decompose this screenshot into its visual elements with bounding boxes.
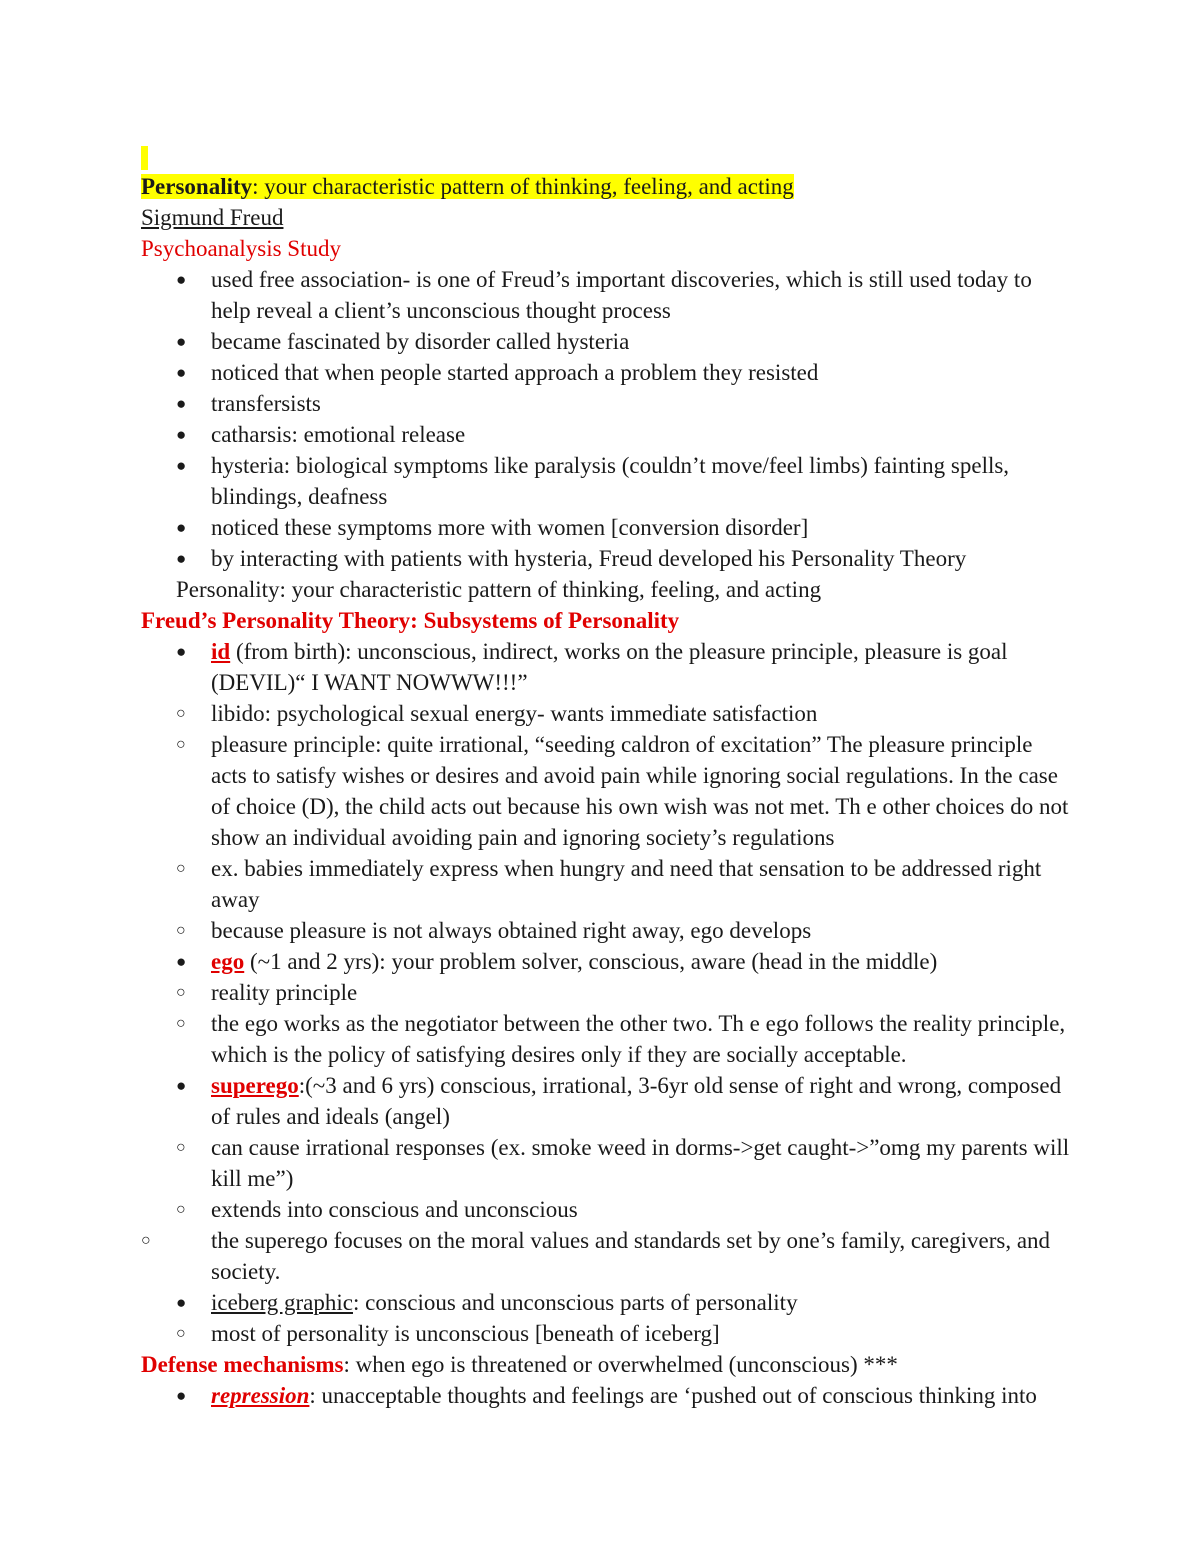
- heading-term: Personality: [141, 174, 253, 199]
- ego-term: ego: [211, 949, 245, 974]
- sub-item: ○ ex. babies immediately express when hungry and need that sensation to be addressed right away: [176, 856, 1042, 912]
- list-item: ● by interacting with patients with hysteria, Freud developed his Personality Theory: [176, 546, 967, 571]
- list-item: ● noticed these symptoms more with women [conversion disorder]: [176, 515, 809, 540]
- defense-line: Defense mechanisms: when ego is threatened or overwhelmed (unconscious) ***: [141, 1352, 898, 1377]
- sub-item: ○ most of personality is unconscious [beneath of iceberg]: [176, 1321, 720, 1346]
- list-item: ● hysteria: biological symptoms like paralysis (couldn’t move/feel limbs) fainting spells, blindings, deafness: [176, 453, 1010, 509]
- list-item-superego: ● superego:(~3 and 6 yrs) conscious, irrational, 3-6yr old sense of right and wrong, composed of rules and ideals (angel): [176, 1073, 1062, 1129]
- list-item-iceberg: ● iceberg graphic: conscious and unconscious parts of personality: [176, 1290, 798, 1315]
- theory-title: Freud’s Personality Theory: Subsystems of Personality: [141, 608, 680, 633]
- list-item-repression: ● repression: unacceptable thoughts and feelings are ‘pushed out of conscious thinking into: [176, 1383, 1037, 1408]
- list-item: ● noticed that when people started approach a problem they resisted: [176, 360, 819, 385]
- study-title: Psychoanalysis Study: [141, 236, 341, 261]
- list-item-id: ● id (from birth): unconscious, indirect, works on the pleasure principle, pleasure is goal (DEVIL)“ I WANT NOWWW!!!”: [176, 639, 1008, 695]
- study-list: [141, 264, 1071, 605]
- sub-item: ○ extends into conscious and unconscious: [176, 1197, 578, 1222]
- heading-definition: : your characteristic pattern of thinking, feeling, and acting: [252, 174, 794, 199]
- sub-item: ○ reality principle: [176, 980, 358, 1005]
- id-term: id: [211, 639, 231, 664]
- document-body: [141, 140, 1071, 1411]
- defense-title: Defense mechanisms: [141, 1352, 344, 1377]
- sub-item: ○ can cause irrational responses (ex. smoke weed in dorms->get caught->”omg my parents will kill me”): [176, 1135, 1070, 1191]
- highlight-mark: [141, 146, 148, 170]
- theory-list: [141, 636, 1071, 1349]
- personality-repeat: Personality: your characteristic pattern of thinking, feeling, and acting: [176, 577, 822, 602]
- list-item: ● transfersists: [176, 391, 321, 416]
- sub-item: ○ the ego works as the negotiator between the other two. Th e ego follows the reality principle, which is the policy of satisfying desires only if they are socially acceptable.: [176, 1011, 1066, 1067]
- list-item-ego: ● ego (~1 and 2 yrs): your problem solver, conscious, aware (head in the middle): [176, 949, 938, 974]
- repression-term: repression: [211, 1383, 310, 1408]
- person-name: Sigmund Freud: [141, 205, 284, 230]
- list-item: ● used free association- is one of Freud’s important discoveries, which is still used today to help reveal a client’s unconscious thought process: [176, 267, 1032, 323]
- list-item: ● became fascinated by disorder called hysteria: [176, 329, 630, 354]
- iceberg-term: iceberg graphic: [211, 1290, 353, 1315]
- superego-term: superego: [211, 1073, 299, 1098]
- outdented-item: ○ the superego focuses on the moral values and standards set by one’s family, caregivers, and society.: [141, 1228, 1051, 1284]
- list-item: ● catharsis: emotional release: [176, 422, 466, 447]
- sub-item: ○ because pleasure is not always obtained right away, ego develops: [176, 918, 812, 943]
- cursor-highlight: [141, 140, 1071, 171]
- sub-item: ○ libido: psychological sexual energy- wants immediate satisfaction: [176, 701, 818, 726]
- sub-item: ○ pleasure principle: quite irrational, “seeding caldron of excitation” The pleasure principle acts to satisfy wishes or desires and avoid pain while ignoring social regulations. In the case of choice (D), the child acts out because his own wish was not met. Th e other choices do not show an individual avoiding pain and ignoring society’s regulations: [176, 732, 1069, 850]
- heading-line: [141, 171, 1071, 202]
